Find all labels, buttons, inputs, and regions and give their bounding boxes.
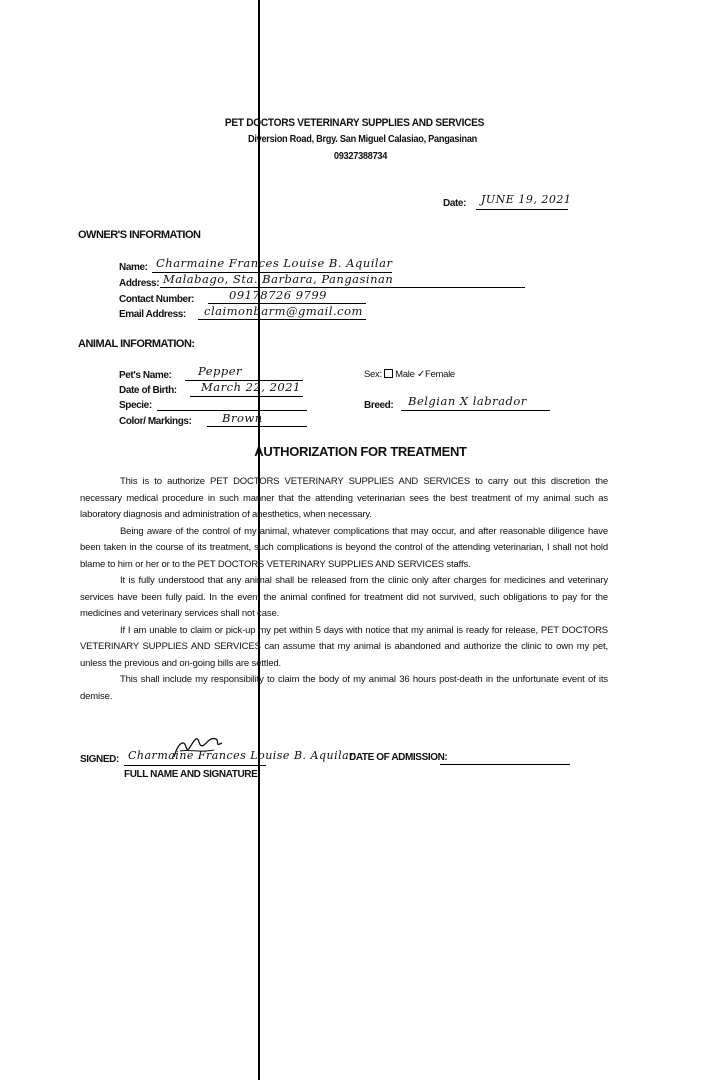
clinic-name: PET DOCTORS VETERINARY SUPPLIES AND SERVICES (224, 117, 485, 129)
color-value[interactable]: Brown (222, 411, 263, 425)
pet-name-label: Pet's Name: (119, 370, 172, 381)
sex-female-label: Female (425, 369, 455, 380)
breed-value[interactable]: Belgian X labrador (408, 394, 527, 408)
signature-scribble (170, 733, 230, 763)
authorization-body (80, 474, 608, 705)
signed-label: SIGNED: (80, 754, 119, 765)
male-checkbox[interactable] (384, 369, 393, 378)
clinic-phone: 09327388734 (333, 151, 388, 162)
date-value[interactable]: JUNE 19, 2021 (481, 193, 572, 206)
sex-label: Sex: (364, 369, 382, 380)
owner-section-title: OWNER'S INFORMATION (78, 229, 201, 241)
admission-label: DATE OF ADMISSION: (349, 752, 448, 763)
owner-email-underline (198, 319, 366, 320)
sex-male-label: Male (395, 369, 415, 380)
authorization-paragraph-2: Being aware of the control of my animal, whatever complications that may occur, and after reasonable diligence have been taken in the course of its treatment, such complications is beyond the control of the attending veterinarian, I shall not hold blame to him or her or to the PET DOCTORS VETERINARY SUPPLIES AND SERVICES staffs. (80, 525, 608, 570)
signed-value[interactable]: Charmaine Frances Louise B. Aquilar (128, 749, 355, 762)
date-label: Date: (443, 198, 467, 209)
dob-underline (190, 396, 303, 397)
dob-label: Date of Birth: (119, 385, 177, 396)
dob-value[interactable]: March 22, 2021 (201, 380, 301, 394)
authorization-paragraph-3: It is fully understood that any animal shall be released from the clinic only after charges for medicines and veterinary services have been fully paid. In the event the animal confined for treatment did not survived, such obligations to pay for the medicines and veterinary services shall not case. (80, 575, 608, 619)
color-label: Color/ Markings: (119, 416, 192, 427)
breed-label: Breed: (364, 400, 394, 411)
owner-address-underline (160, 287, 525, 288)
owner-address-value[interactable]: Malabago, Sta. Barbara, Pangasinan (163, 272, 394, 286)
owner-email-value[interactable]: claimonbarm@gmail.com (204, 304, 363, 318)
owner-name-value[interactable]: Charmaine Frances Louise B. Aquilar (156, 256, 393, 270)
date-underline (476, 209, 568, 210)
clinic-address: Diversion Road, Brgy. San Miguel Calasiao, Pangasinan (247, 134, 478, 145)
admission-underline (440, 764, 570, 765)
pet-name-value[interactable]: Pepper (198, 364, 243, 378)
breed-underline (401, 410, 550, 411)
owner-contact-value[interactable]: 09178726 9799 (229, 288, 327, 302)
owner-contact-label: Contact Number: (119, 294, 195, 305)
authorization-paragraph-1: This is to authorize PET DOCTORS VETERINARY SUPPLIES AND SERVICES to carry out this discretion the necessary medical procedure in such manner that the attending veterinarian sees the best treatment of my animal such as laboratory diagnosis and administration of anesthetics, when necessary. (80, 476, 608, 520)
color-underline (207, 426, 307, 427)
owner-email-label: Email Address: (119, 309, 186, 320)
owner-address-label: Address: (119, 278, 160, 289)
authorization-paragraph-4: If I am unable to claim or pick-up my pet within 5 days with notice that my animal is ready for release, PET DOCTORS VETERINARY SUPPLIES AND SERVICES can assume that my animal is abandoned and authorize the clinic to own my pet, unless the previous and on-going bills are settled. (80, 624, 608, 669)
authorization-paragraph-5: This shall include my responsibility to claim the body of my animal 36 hours post-death in the unfortunate event of its demise. (80, 674, 608, 702)
specie-label: Specie: (119, 400, 152, 411)
authorization-title: AUTHORIZATION FOR TREATMENT (254, 444, 467, 459)
signed-underline (124, 765, 266, 766)
female-check-icon[interactable]: ✓ (416, 369, 425, 380)
sex-field (364, 369, 455, 380)
signed-sub-label: FULL NAME AND SIGNATURE (124, 769, 258, 780)
owner-name-label: Name: (119, 262, 148, 273)
animal-section-title: ANIMAL INFORMATION: (78, 338, 195, 350)
